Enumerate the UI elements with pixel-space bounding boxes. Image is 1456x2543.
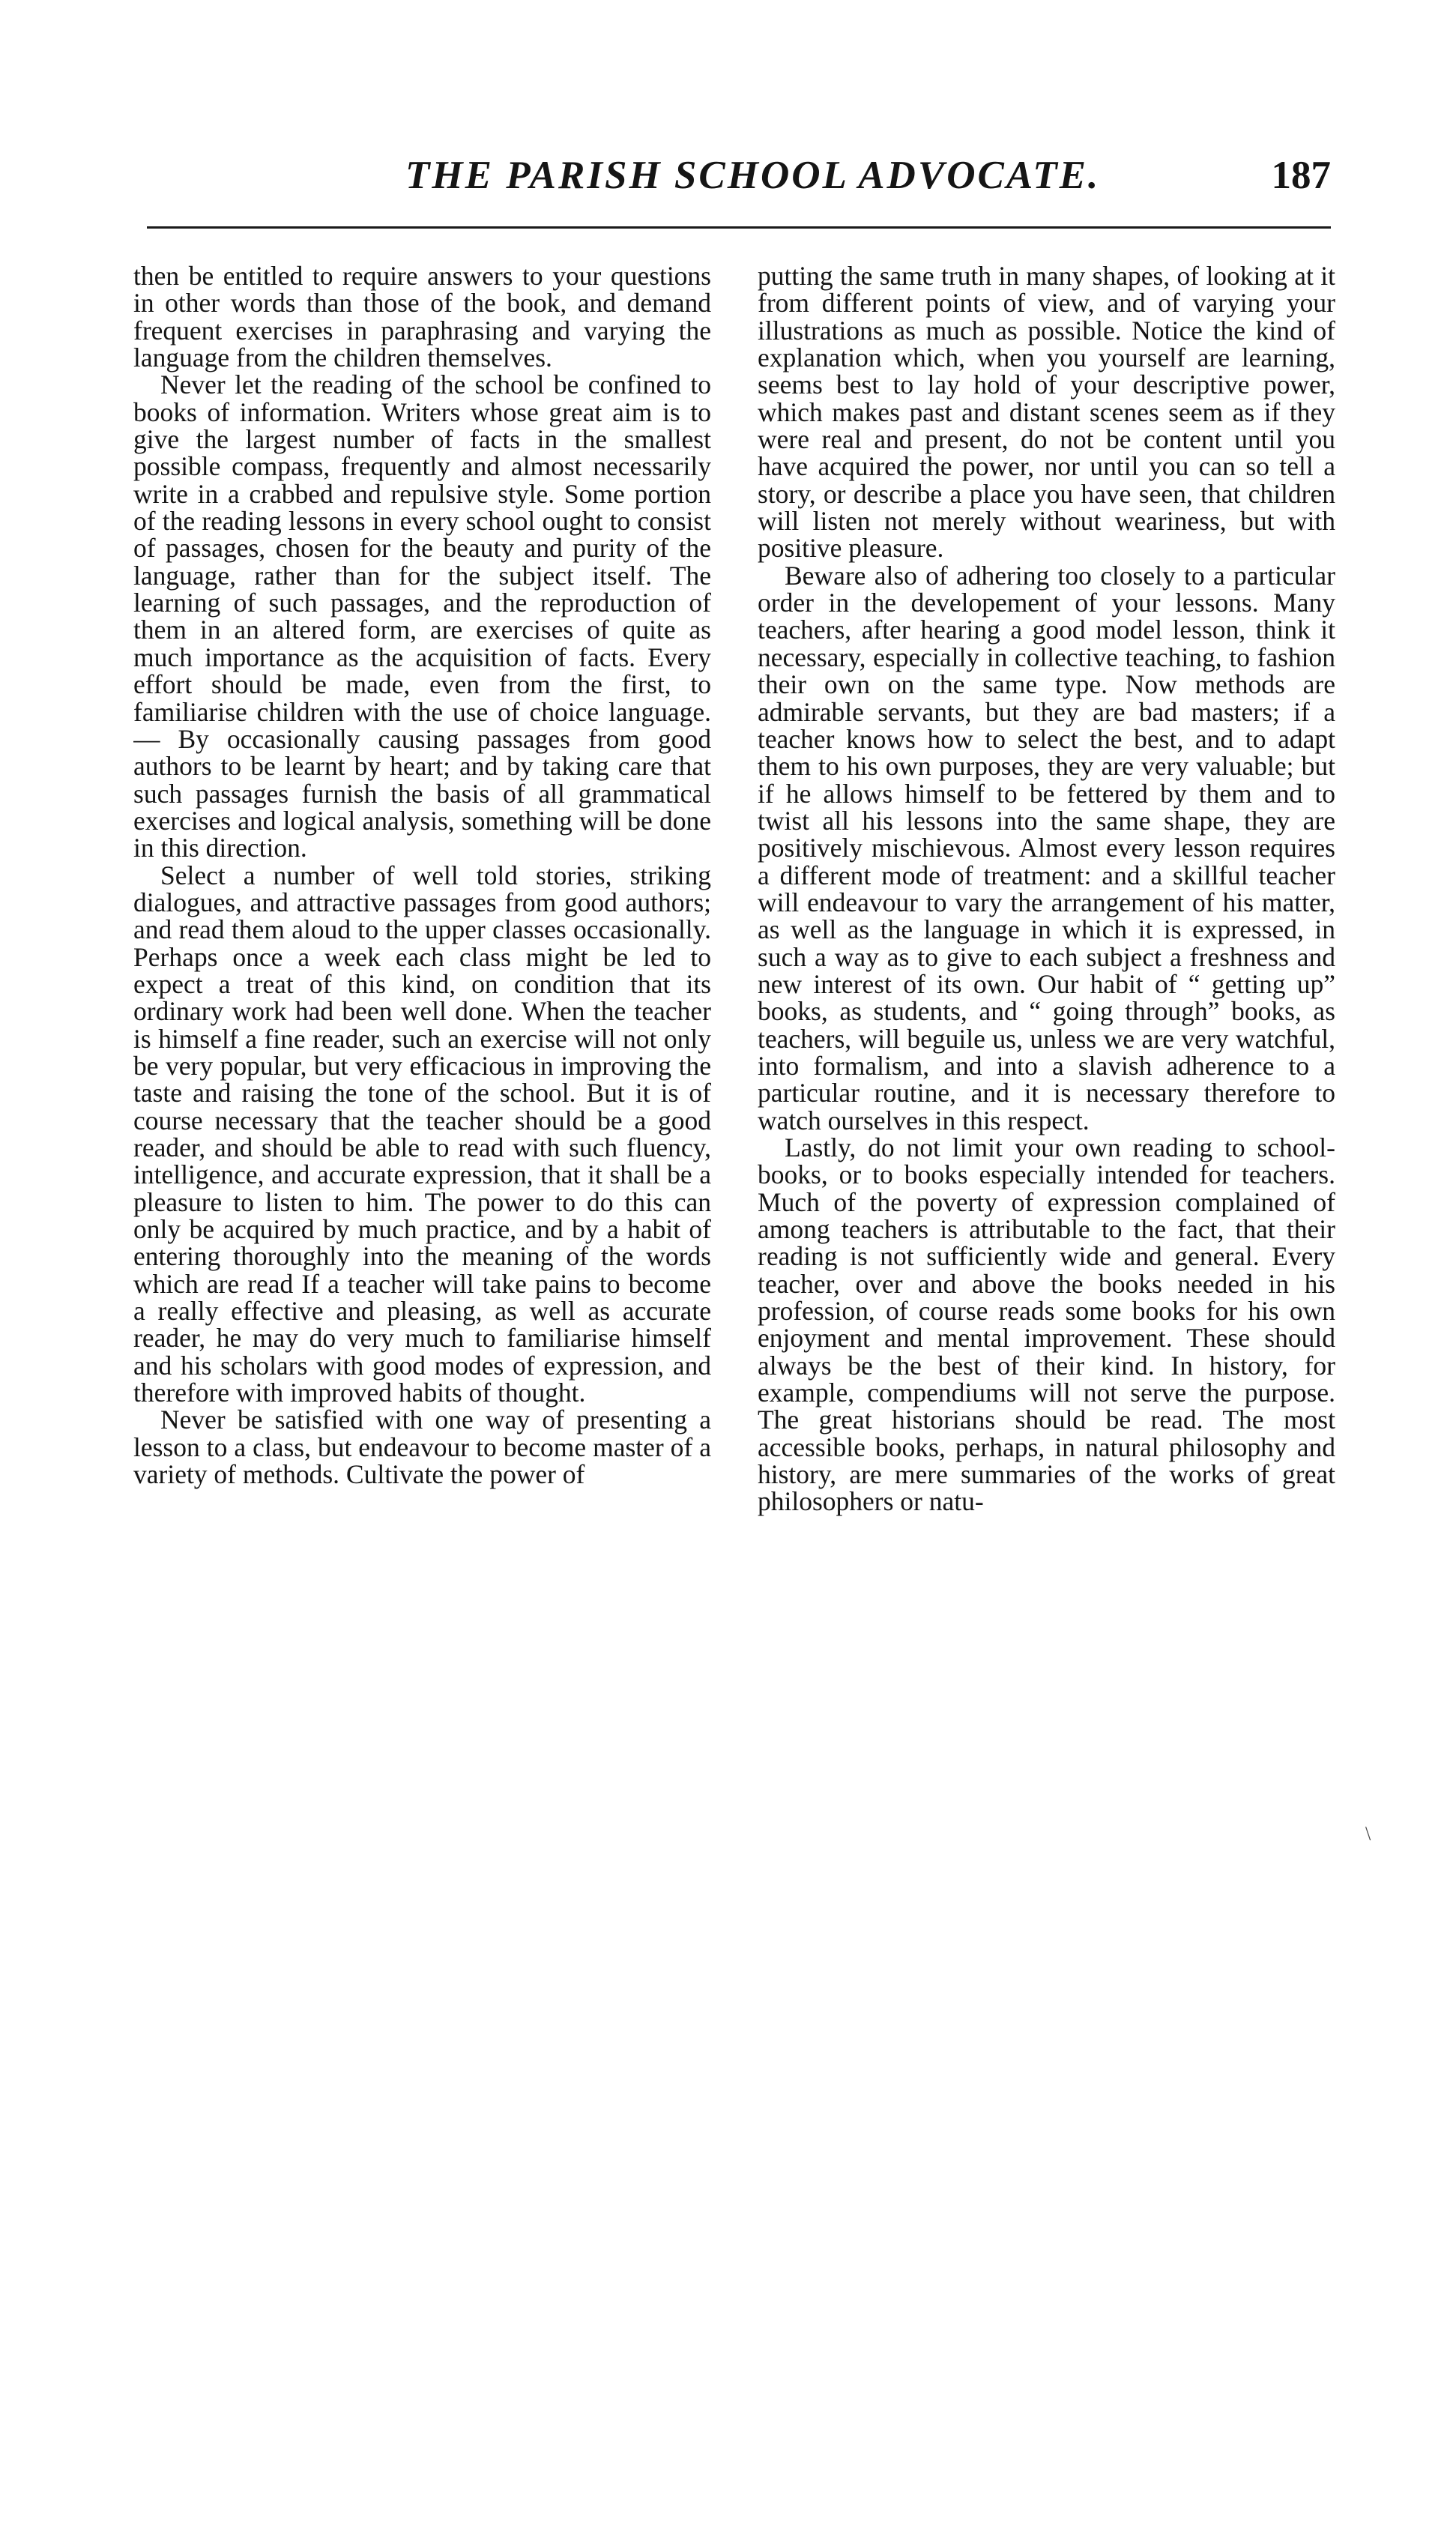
running-title: THE PARISH SCHOOL ADVOCATE. bbox=[405, 154, 1101, 197]
running-header bbox=[147, 147, 1331, 211]
body-text bbox=[133, 262, 1341, 2488]
left-column bbox=[133, 262, 711, 2481]
header-rule bbox=[147, 226, 1331, 229]
paragraph: putting the same truth in many shapes, of looking at it from different points of view, and of varying your illustrations as much as possible. Notice the kind of explanation which, when you yourself are learning, seems best to lay hold of your descriptive power, which makes past and distant scenes seem as if they were real and present, do not be content until you have acquired the power, nor until you can so tell a story, or describe a place you have seen, that children will listen not merely without weariness, but with positive pleasure. bbox=[758, 262, 1335, 564]
page-number: 187 bbox=[1271, 154, 1331, 197]
paragraph: then be entitled to require answers to your questions in other words than those of the book, and demand frequent exercises in paraphrasing and varying the language from the children themselves. bbox=[133, 262, 711, 373]
paragraph: Lastly, do not limit your own reading to school-books, or to books especially intended for teachers. Much of the poverty of expression complained of among teachers is attributable to the fact, that their reading is not sufficiently wide and general. Every teacher, over and above the books needed in his profession, of course reads some books for his own enjoyment and mental improvement. These should always be the best of their kind. In history, for example, compendiums will not serve the purpose. The great historians should be read. The most accessible books, perhaps, in natural philosophy and history, are mere summaries of the works of great philosophers or natu- bbox=[758, 1132, 1335, 1517]
paragraph: Never let the reading of the school be confined to books of information. Writers whose great aim is to give the largest number of facts in the smallest possible compass, frequently and almost necessarily write in a crabbed and repulsive style. Some portion of the reading lessons in every school ought to consist of passages, chosen for the beauty and purity of the language, rather than for the subject itself. The learning of such passages, and the reproduction of them in an altered form, are exercises of quite as much importance as the acquisition of facts. Every effort should be made, even from the first, to familiarise children with the use of choice language.— By occasionally causing passages from good authors to be learnt by heart; and by taking care that such passages furnish the basis of all grammatical exercises and logical analysis, something will be done in this direction. bbox=[133, 369, 711, 863]
paragraph: Select a number of well told stories, striking dialogues, and attractive passages from good authors; and read them aloud to the upper classes occasionally. Perhaps once a week each class might be led to expect a treat of this kind, on condition that its ordinary work had been well done. When the teacher is himself a fine reader, such an exercise will not only be very popular, but very efficacious in improving the taste and raising the tone of the school. But it is of course necessary that the teacher should be a good reader, and should be able to read with such fluency, intelligence, and accurate expression, that it shall be a pleasure to listen to him. The power to do this can only be acquired by much practice, and by a habit of entering thoroughly into the meaning of the words which are read If a teacher will take pains to become a really effective and pleasing, as well as accurate reader, he may do very much to familiarise himself and his scholars with good modes of expression, and therefore with improved habits of thought. bbox=[133, 860, 711, 1408]
right-column bbox=[758, 262, 1335, 2481]
paragraph: Never be satisfied with one way of presenting a lesson to a class, but endeavour to become master of a variety of methods. Cultivate the power of bbox=[133, 1405, 711, 1490]
ink-speck: \ bbox=[1365, 1823, 1371, 1844]
paragraph: Beware also of adhering too closely to a particular order in the developement of your lessons. Many teachers, after hearing a good model lesson, think it necessary, especially in collective teaching, to fashion their own on the same type. Now methods are admirable servants, but they are bad masters; if a teacher knows how to select the best, and to adapt them to his own purposes, they are very valuable; but if he allows himself to be fettered by them and to twist all his lessons into the same shape, they are positively mischievous. Almost every lesson requires a different mode of treatment: and a skillful teacher will endeavour to vary the arrangement of his matter, as well as the language in which it is expressed, in such a way as to give to each subject a freshness and new interest of its own. Our habit of “ getting up” books, as students, and “ going through” books, as teachers, will beguile us, unless we are very watchful, into formalism, and into a slavish adherence to a particular routine, and it is necessary therefore to watch ourselves in this respect. bbox=[758, 560, 1335, 1135]
